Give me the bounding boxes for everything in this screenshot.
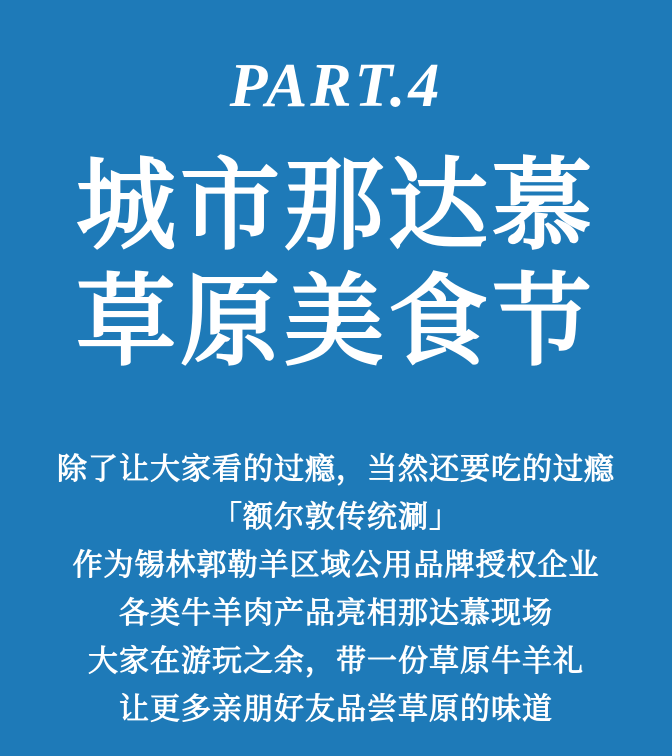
title-line-2: 草原美食节: [76, 263, 596, 381]
body-line-3: 作为锡林郭勒羊区域公用品牌授权企业: [72, 548, 600, 584]
title-line-1: 城市那达慕: [76, 147, 596, 265]
part-label: PART.4: [229, 52, 443, 120]
body-text: [57, 446, 615, 734]
body-line-4: 各类牛羊肉产品亮相那达慕现场: [119, 596, 553, 632]
body-line-1: 除了让大家看的过瘾，当然还要吃的过瘾: [57, 452, 615, 488]
body-line-2: 「额尔敦传统涮」: [212, 500, 460, 536]
body-line-6: 让更多亲朋好友品尝草原的味道: [119, 692, 553, 728]
body-line-5: 大家在游玩之余，带一份草原牛羊礼: [88, 644, 584, 680]
title-block: [76, 148, 596, 380]
